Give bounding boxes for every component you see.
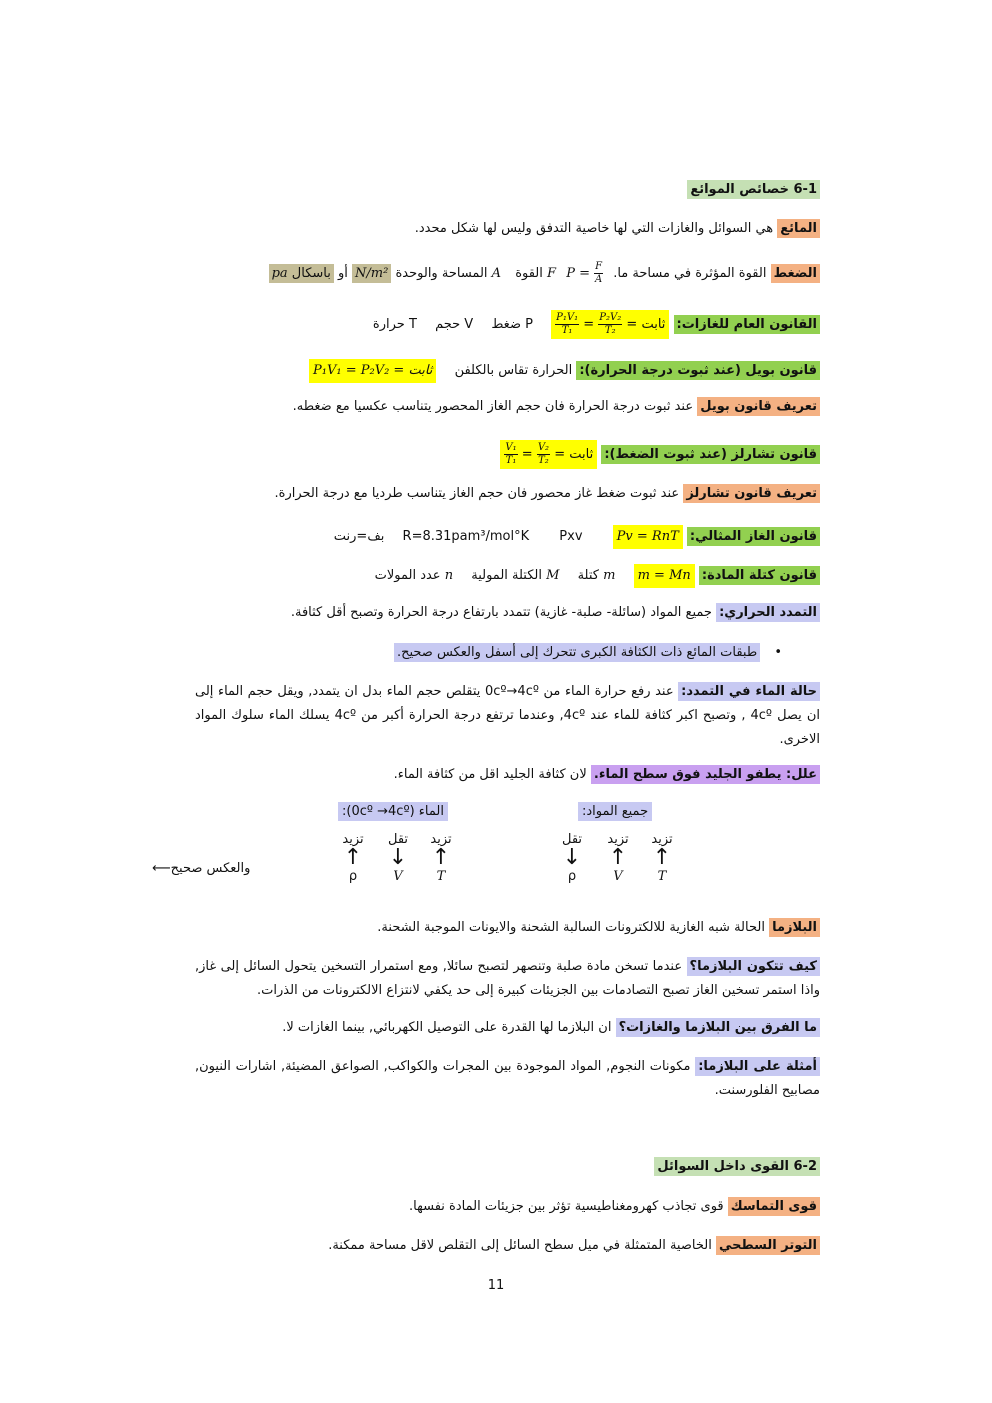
- section-title-1: [687, 180, 820, 200]
- arrow-down-icon: ↓: [562, 845, 582, 870]
- boyle-text: الحرارة تقاس بالكلفن: [454, 363, 577, 378]
- arrow-up-icon: ↑: [652, 845, 672, 870]
- water-expansion: حالة الماء في التمدد: عند رفع حرارة الماء من 0cº→4cº يتقلص حجم الماء بدل ان يتمدد, ويقل حجم الماء إلى ان يصل 4cº , وتصبح اكبر كثافة للماء عند 4cº, وعندما ترتفع درجة الحرارة أكبر من 4cº يسلك الماء سلوك المواد الاخرى.: [195, 684, 820, 747]
- gas-constant: R=8.31pam³/mol°K: [402, 529, 530, 544]
- boyle-definition: تعريف قانون بويل عند ثبوت درجة الحرارة فان حجم الغاز المحصور يتناسب عكسيا مع ضغطه.: [293, 397, 820, 417]
- term-plasma: البلازما: [769, 918, 820, 937]
- arrow-up-icon: ↑: [608, 845, 628, 870]
- fluid-text: هي السوائل والغازات التي لها خاصية التدفق وليس لها شكل محدد.: [414, 221, 778, 236]
- mat-col-v: تزيد ↑ V: [607, 832, 629, 884]
- term-charles-def: تعريف قانون تشارلز: [683, 484, 820, 503]
- bullet-dot-icon: •: [774, 645, 782, 660]
- ice-reason: علل: يطفو الجليد فوق سطح الماء. لان كثافة الجليد اقل من كثافة الماء.: [394, 765, 820, 785]
- mass-law: قانون كتلة المادة: m = Mn m كتلة M الكتلة المولية n عدد المولات: [375, 564, 820, 588]
- charles-formula: ثابت = $\frac{\text{V₂}}{\text{T₂}}$ = $\frac{\text{V₁}}{\text{T₁}}$: [500, 440, 597, 469]
- term-charles: قانون تشارلز (عند ثبوت الضغط):: [601, 445, 820, 464]
- section-title: 6-2 القوى داخل السوائل: [654, 1157, 820, 1176]
- water-col-t: تزيد ↑ T: [430, 832, 452, 884]
- pascal-label: باسكال pa: [269, 264, 334, 283]
- mat-col-rho: تقل ↓ ρ: [561, 832, 583, 884]
- term-boyle-def: تعريف قانون بويل: [697, 397, 820, 416]
- general-gas-formula: ثابت = $\frac{\text{P₂V₂}}{\text{T₂}}$ = $\frac{\text{P₁V₁}}{\text{T₁}}$: [551, 310, 669, 339]
- mat-col-t: تزيد ↑ T: [651, 832, 673, 884]
- general-gas-law: القانون العام للغازات: ثابت = $\frac{\text{P₂V₂}}{\text{T₂}}$ = $\frac{\text{P₁V₁}}{\text{T₁}}$ P ضغط V حجم T حرارة: [373, 310, 820, 339]
- plasma-difference: ما الفرق بين البلازما والغازات؟ ان البلازما لها القدرة على التوصيل الكهربائي, بينما الغازات لا.: [282, 1018, 820, 1038]
- term-general-gas: القانون العام للغازات:: [674, 315, 820, 334]
- section-title: 6-1 خصائص الموائع: [687, 180, 820, 199]
- term-plasma-ex: أمثلة على البلازما:: [695, 1057, 820, 1076]
- surface-tension-definition: التوتر السطحي الخاصية المتمثلة في ميل سطح السائل إلى التقلص لاقل مساحة ممكنة.: [328, 1236, 820, 1256]
- ideal-gas-law: قانون الغاز المثالي: Pv = RnT Pxv R=8.31pam³/mol°K بف=رنت: [334, 525, 820, 549]
- arrow-up-icon: ↑: [343, 845, 363, 870]
- term-boyle: قانون بويل (عند ثبوت درجة الحرارة):: [576, 361, 820, 380]
- boyle-formula: P₁V₁ = P₂V₂ = ثابت: [309, 359, 436, 383]
- charles-law: [500, 440, 820, 469]
- plasma-formation: كيف تتكون البلازما؟ عندما تسخن مادة صلبة وتنصهر لتصبح سائلا, ومع استمرار التسخين يتحول السائل إلى غاز, واذا استمر تسخين الغاز تصبح التصادمات بين الجزيئات كبيرة إلى حد يكفي لانتزاع الالكترونات من الذرات.: [195, 959, 820, 998]
- water-diagram-title: الماء (0cº →4cº):: [338, 804, 448, 819]
- arrow-up-icon: ↑: [431, 845, 451, 870]
- fluid-definition: [415, 219, 820, 239]
- term-water: حالة الماء في التمدد:: [678, 682, 820, 701]
- pressure-formula: P = $\frac{F}{A}$: [566, 261, 603, 285]
- term-surface-tension: التوتر السطحي: [716, 1236, 820, 1255]
- mass-formula: m = Mn: [634, 564, 695, 588]
- term-plasma-diff: ما الفرق بين البلازما والغازات؟: [616, 1018, 820, 1037]
- term-fluid: المائع: [777, 219, 820, 238]
- pressure-text: القوة المؤثرة في مساحة ما.: [613, 266, 771, 281]
- cohesion-definition: قوى التماسك قوى تجاذب كهرومغناطيسية تؤثر بين جزيئات المادة نفسها.: [409, 1197, 820, 1217]
- page-number: 11: [487, 1278, 505, 1293]
- term-pressure: الضغط: [771, 264, 820, 283]
- boyle-law: [309, 359, 820, 383]
- bullet-item: • طبقات المائع ذات الكثافة الكبرى تتحرك إلى أسفل والعكس صحيح.: [394, 643, 782, 663]
- term-ideal-gas: قانون الغاز المثالي:: [687, 527, 820, 546]
- reverse-note: والعكس صحيح⟵: [152, 861, 251, 876]
- charles-definition: تعريف قانون تشارلز عند ثبوت ضغط غاز محصور فان حجم الغاز يتناسب طرديا مع درجة الحرارة.: [275, 484, 821, 504]
- term-plasma-form: كيف تتكون البلازما؟: [687, 957, 820, 976]
- term-cohesion: قوى التماسك: [728, 1197, 820, 1216]
- plasma-definition: البلازما الحالة شبه الغازية للالكترونات السالبة الشحنة والايونات الموجبة الشحنة.: [377, 918, 820, 938]
- pressure-unit: N/m²: [352, 264, 391, 283]
- thermal-expansion: التمدد الحراري: جميع المواد (سائلة- صلبة- غازية) تتمدد بارتفاع درجة الحرارة وتصبح أقل كثافة.: [291, 603, 820, 623]
- water-col-rho: تزيد ↑ ρ: [342, 832, 364, 884]
- term-thermal: التمدد الحراري:: [716, 603, 820, 622]
- materials-diagram-title: جميع المواد:: [578, 804, 652, 819]
- term-ice: علل: يطفو الجليد فوق سطح الماء.: [591, 765, 820, 784]
- section-title-2: [654, 1157, 820, 1177]
- pressure-definition: الضغط القوة المؤثرة في مساحة ما. P = $\frac{F}{A}$ F القوة A المساحة والوحدة N/m² أو باسكال pa: [269, 261, 820, 286]
- water-col-v: تقل ↓ V: [387, 832, 409, 884]
- term-mass: قانون كتلة المادة:: [699, 566, 820, 585]
- arrow-down-icon: ↓: [388, 845, 408, 870]
- ideal-gas-formula: Pv = RnT: [613, 525, 683, 549]
- plasma-examples: أمثلة على البلازما: مكونات النجوم, المواد الموجودة بين المجرات والكواكب, الصواعق المضيئة, اشارات النيون, مصابيح الفلورسنت.: [195, 1059, 820, 1098]
